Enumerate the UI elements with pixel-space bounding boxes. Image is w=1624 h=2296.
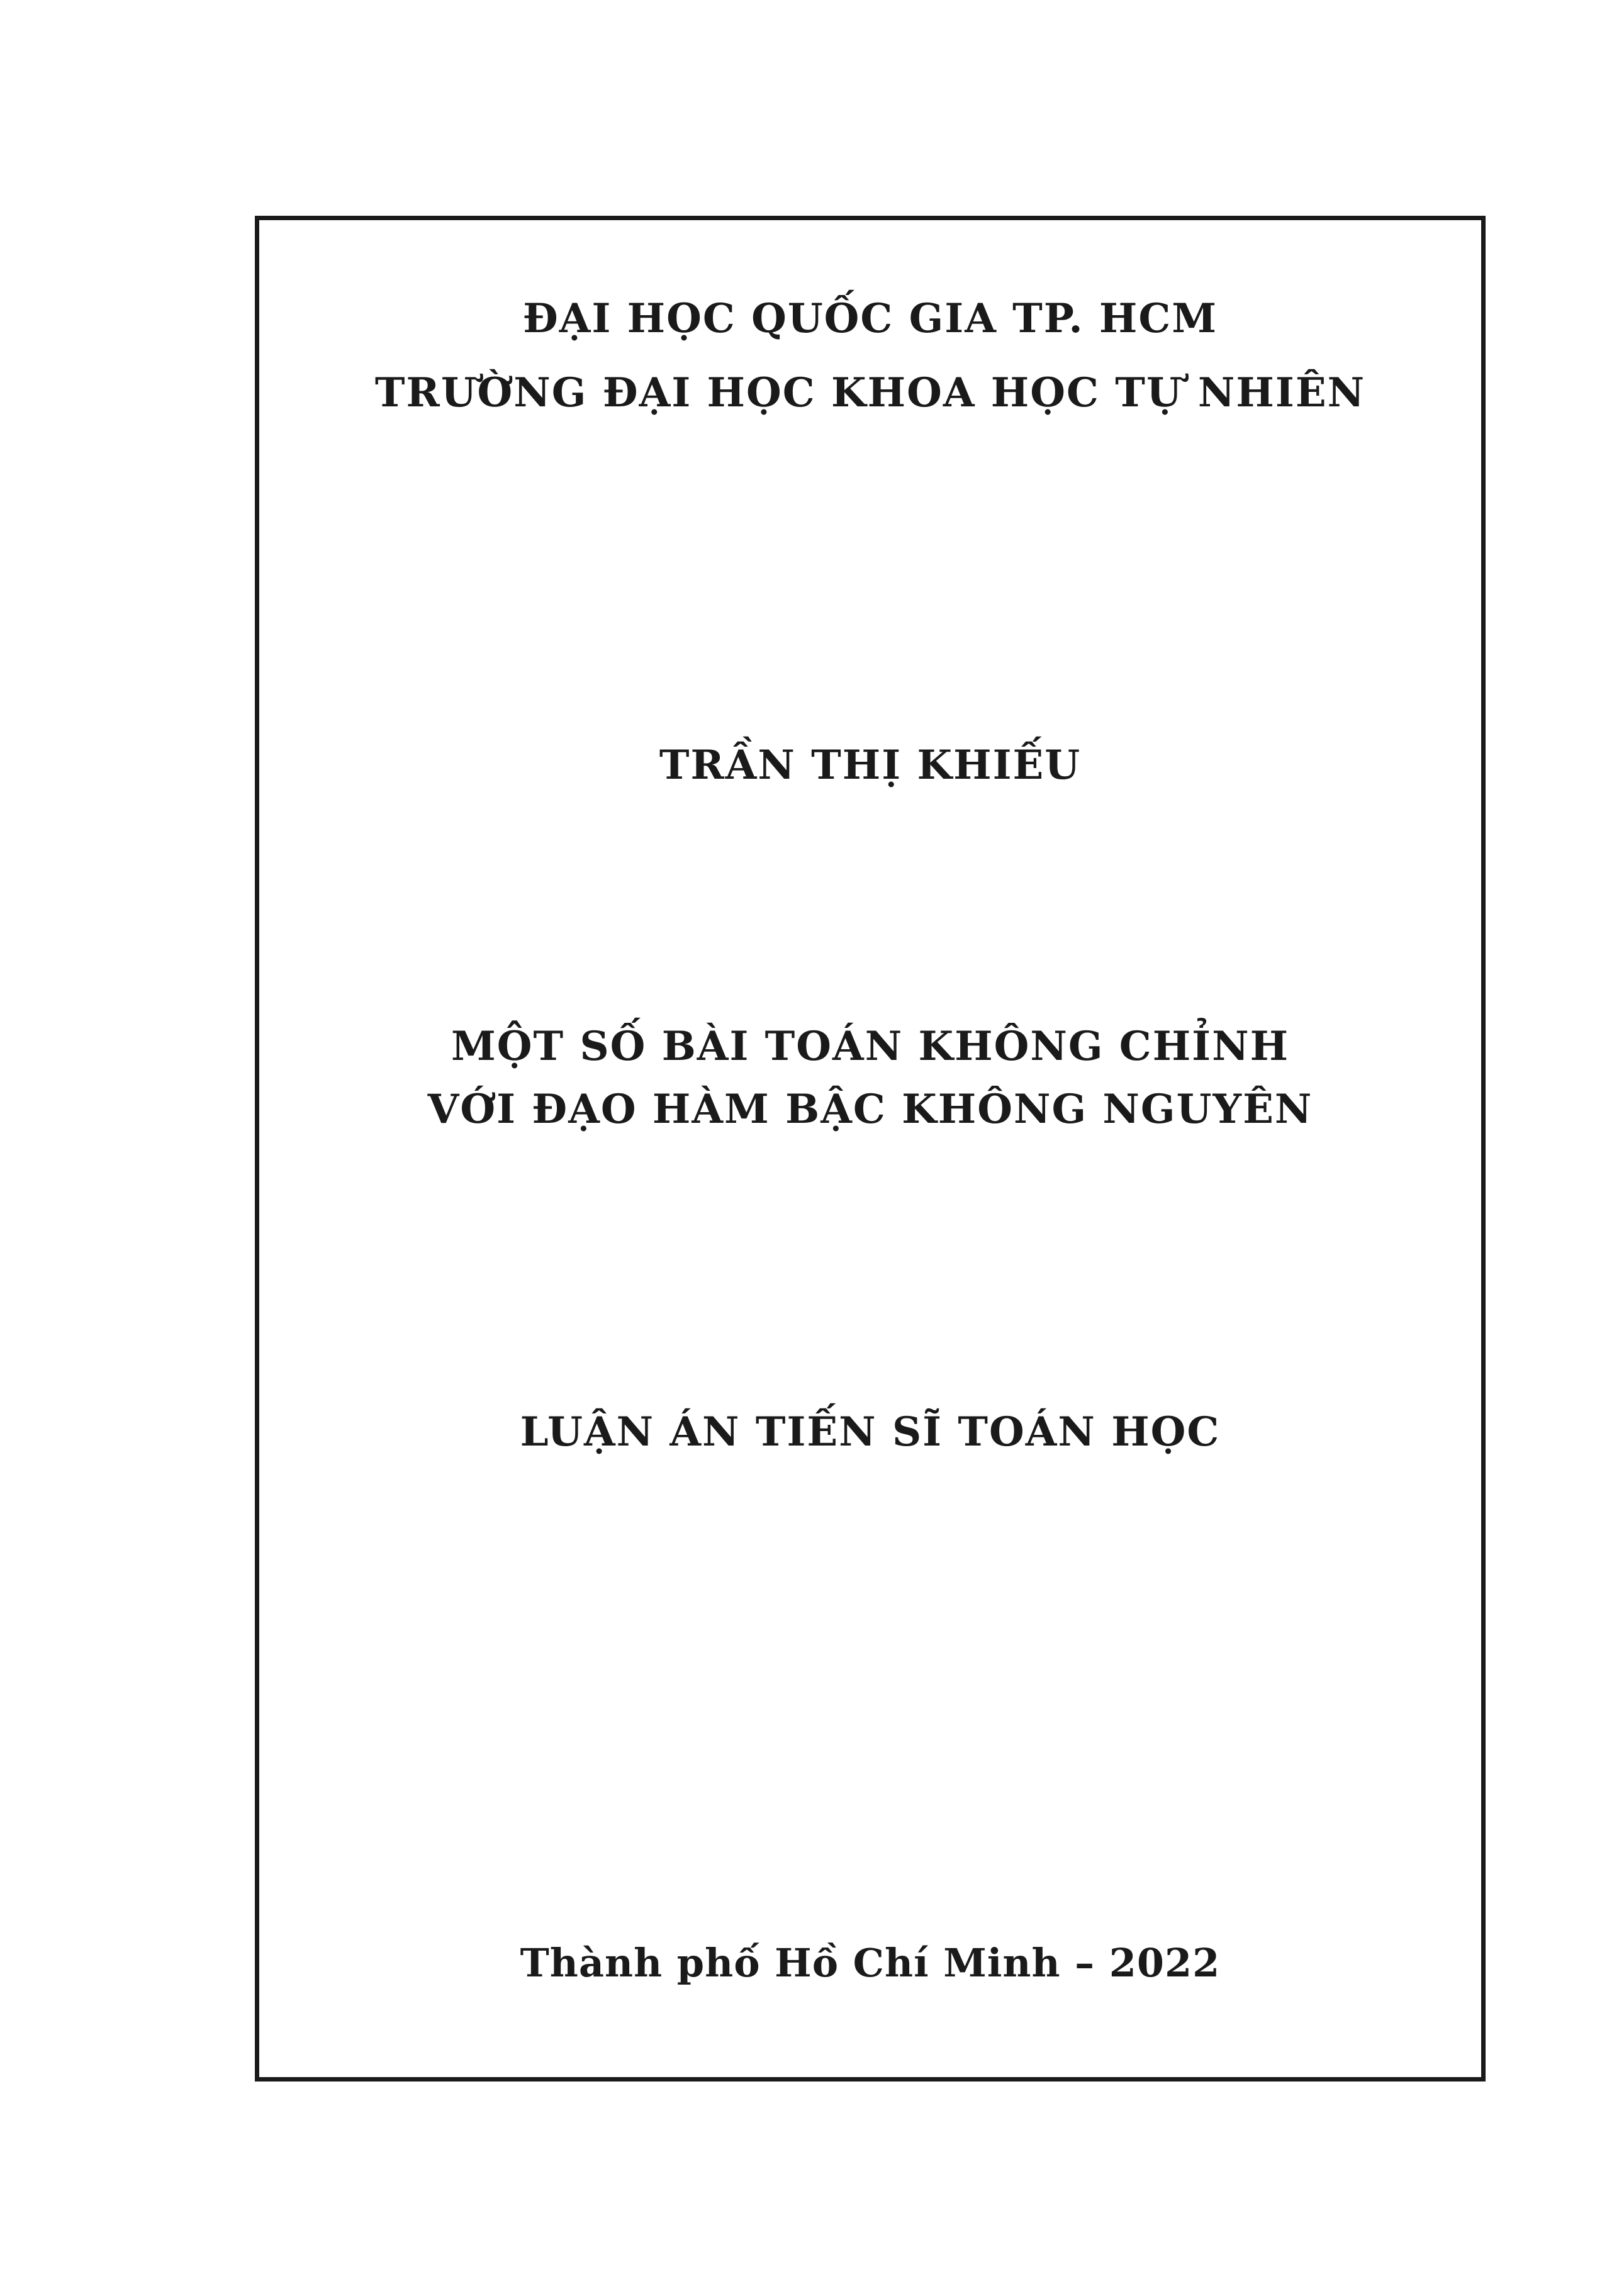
author-name: TRẦN THỊ KHIẾU xyxy=(659,742,1082,789)
thesis-title-line-1: MỘT SỐ BÀI TOÁN KHÔNG CHỈNH xyxy=(451,1023,1290,1070)
cover-border-frame xyxy=(255,216,1486,2081)
thesis-title-line-2: VỚI ĐẠO HÀM BẬC KHÔNG NGUYÊN xyxy=(427,1086,1313,1133)
place-and-year: Thành phố Hồ Chí Minh – 2022 xyxy=(520,1940,1221,1986)
degree-title: LUẬN ÁN TIẾN SĨ TOÁN HỌC xyxy=(520,1408,1221,1456)
university-name: ĐẠI HỌC QUỐC GIA TP. HCM xyxy=(522,295,1218,342)
school-name: TRƯỜNG ĐẠI HỌC KHOA HỌC TỰ NHIÊN xyxy=(374,369,1366,416)
